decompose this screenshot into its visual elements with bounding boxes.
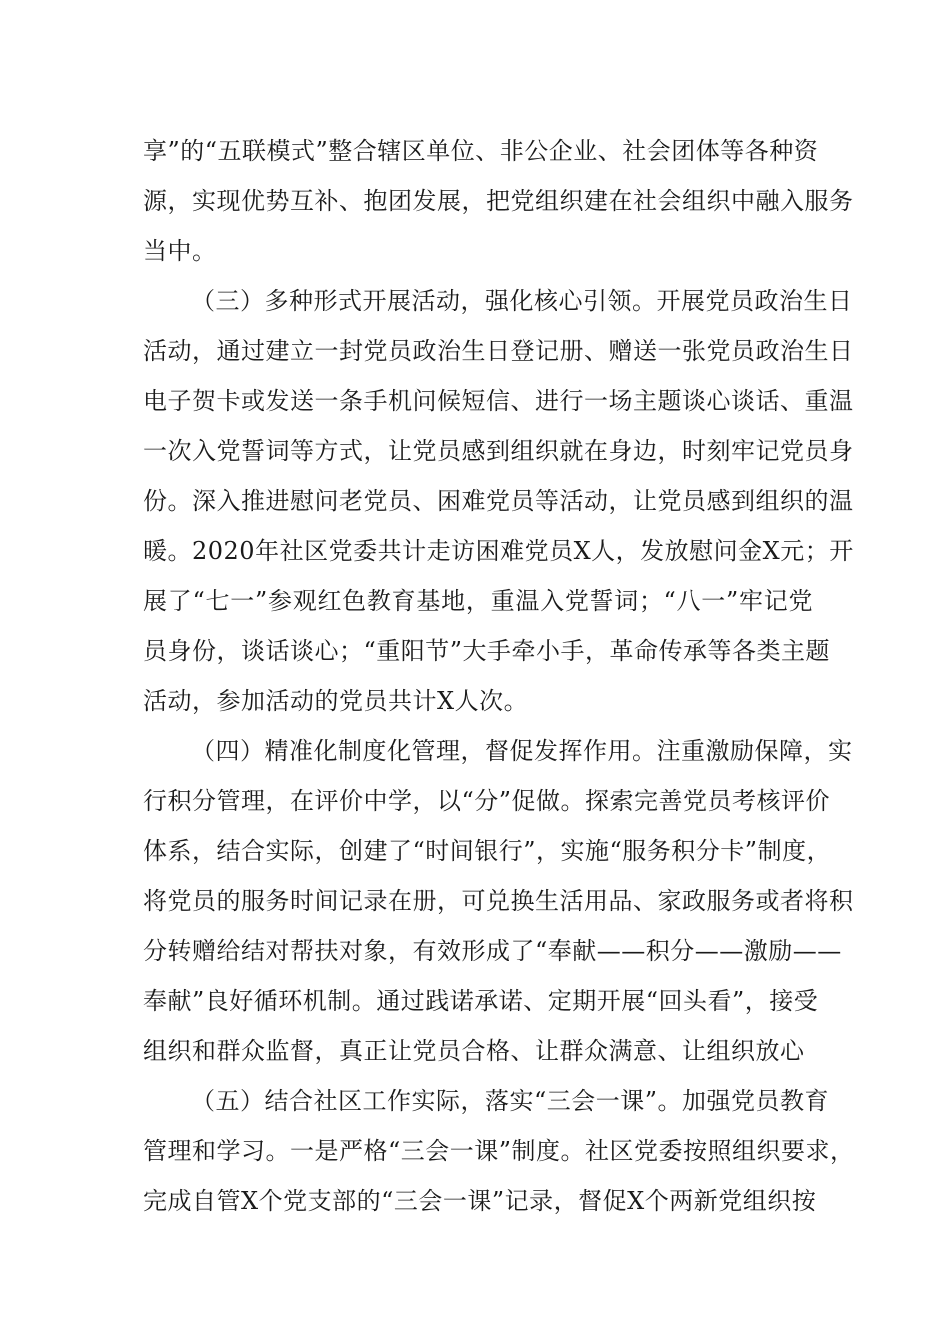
text-line: 活动，参加活动的党员共计X人次。 [143,687,529,715]
text-line: 组织和群众监督，真正让党员合格、让群众满意、让组织放心 [143,1037,805,1065]
text-line: 体系，结合实际，创建了“时间银行”，实施“服务积分卡”制度， [143,837,832,865]
text-line: 管理和学习。一是严格“三会一课”制度。社区党委按照组织要求， [143,1137,855,1165]
text-line: 展了“七一”参观红色教育基地，重温入党誓词；“八一”牢记党 [143,587,813,615]
text-line: 暖。2020年社区党委共计走访困难党员X人，发放慰问金X元；开 [143,537,854,565]
text-line: 一次入党誓词等方式，让党员感到组织就在身边，时刻牢记党员身 [143,437,854,465]
text-line: 员身份，谈话谈心；“重阳节”大手牵小手，革命传承等各类主题 [143,637,831,665]
text-line: 行积分管理，在评价中学，以“分”促做。探索完善党员考核评价 [143,787,831,815]
text-line: 活动，通过建立一封党员政治生日登记册、赠送一张党员政治生日 [143,337,854,365]
paragraph-heading-line: （四）精准化制度化管理，督促发挥作用。注重激励保障，实 [191,737,853,765]
paragraph-heading-line: （五）结合社区工作实际，落实“三会一课”。加强党员教育 [191,1087,830,1115]
text-line: 源，实现优势互补、抱团发展，把党组织建在社会组织中融入服务 [143,187,854,215]
text-line: 完成自管X个党支部的“三会一课”记录，督促X个两新党组织按 [143,1187,817,1215]
text-line: 奉献”良好循环机制。通过践诺承诺、定期开展“回头看”，接受 [143,987,819,1015]
text-line: 享”的“五联模式”整合辖区单位、非公企业、社会团体等各种资 [143,137,819,165]
text-line: 分转赠给结对帮扶对象，有效形成了“奉献——积分——激励—— [143,937,842,965]
text-line: 份。深入推进慰问老党员、困难党员等活动，让党员感到组织的温 [143,487,854,515]
text-line: 将党员的服务时间记录在册，可兑换生活用品、家政服务或者将积 [143,887,854,915]
text-line: 电子贺卡或发送一条手机问候短信、进行一场主题谈心谈话、重温 [143,387,854,415]
paragraph-heading-line: （三）多种形式开展活动，强化核心引领。开展党员政治生日 [191,287,853,315]
text-line: 当中。 [143,237,217,265]
